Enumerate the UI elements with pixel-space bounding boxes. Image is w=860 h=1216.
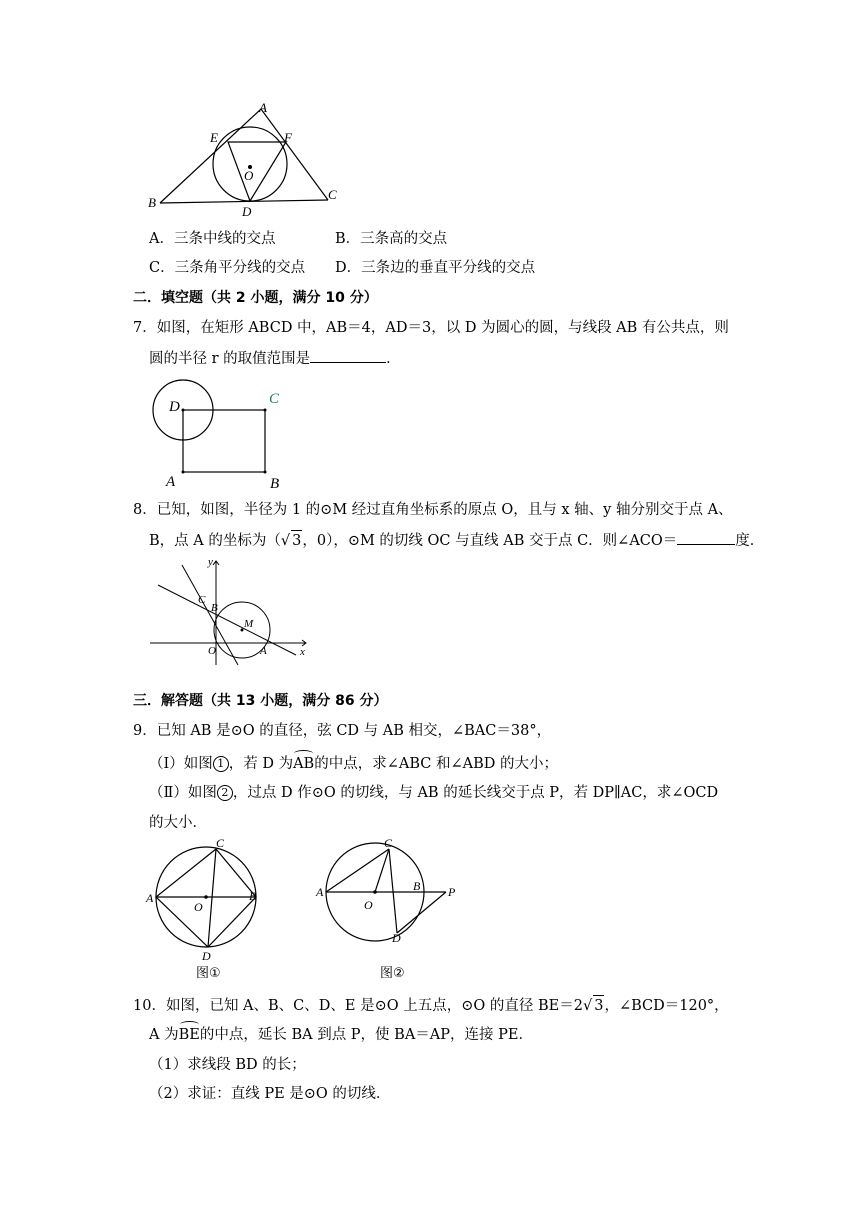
q8-text-b: ，0），⊙M 的切线 OC 与直线 AB 交于点 C．则∠ACO＝ [302,533,678,549]
rect-label-a: A [166,474,176,490]
option-c: C．三条角平分线的交点 [149,260,306,276]
rect-label-d: D [169,399,180,415]
arc-be: BE [178,1027,200,1043]
q10-part1: （1）求线段 BD 的长； [149,1057,306,1073]
q8-sqrt-value: 3 [291,530,302,551]
rectangle-figure [148,376,288,494]
q10-text-a: 10．如图，已知 A、B、C、D、E 是⊙O 上五点，⊙O 的直径 BE＝2 [133,998,583,1014]
figure-2-caption: 图② [380,966,405,981]
q7-end: ． [386,351,401,367]
rect-label-b: B [270,476,280,492]
fig2-label-o: O [364,898,373,912]
coord-label-a: A [260,645,267,657]
fig1-label-a: A [146,891,154,905]
q8-text-a: B，点 A 的坐标为（ [149,533,281,549]
option-b: B．三条高的交点 [335,231,448,247]
fig1-label-d: D [202,949,211,962]
option-d: D．三条边的垂直平分线的交点 [335,260,536,276]
axis-label-x: x [300,646,305,658]
figure-ref-1: 1 [213,756,229,772]
label-f: F [284,130,292,145]
q9-line1: 9．已知 AB 是⊙O 的直径，弦 CD 与 AB 相交，∠BAC＝38°， [133,723,552,739]
section-2-heading: 二．填空题（共 2 小题，满分 10 分） [133,290,378,306]
answer-blank-q7[interactable] [310,348,386,363]
q10-sqrt-value: 3 [593,995,604,1016]
axis-label-y: y [208,556,213,568]
q8-line1: 8．已知，如图，半径为 1 的⊙M 经过直角坐标系的原点 O，且与 x 轴、y 轴分别交于点 A、 [133,502,733,518]
fig2-label-c: C [384,836,393,850]
q7-line2 [149,348,401,369]
q10-line1: 10．如图，已知 A、B、C、D、E 是⊙O 上五点，⊙O 的直径 BE＝2√ 3，∠BCD＝120°， [133,995,729,1016]
figure-2 [314,836,464,944]
figure-ref-2: 2 [217,785,233,801]
label-d: D [242,204,252,218]
fig1-label-c: C [216,836,225,850]
answer-blank-q8[interactable] [677,530,735,545]
q10-text-d: 的中点，延长 BA 到点 P，使 BA＝AP，连接 PE． [199,1027,533,1043]
q8-text-c: 度． [735,533,765,549]
label-c: C [328,187,337,202]
label-a: A [259,100,267,115]
q9-p2-a: （Ⅱ）如图 [149,785,217,801]
figure-1-caption: 图① [196,966,221,981]
q7-text: 圆的半径 r 的取值范围是 [149,351,311,367]
fig2-label-b: B [413,879,421,893]
label-o: O [244,168,254,183]
label-b: B [148,195,156,210]
coord-label-c: C [198,594,206,606]
coord-label-b: B [211,602,218,614]
q8-line2: B，点 A 的坐标为（√ 3，0），⊙M 的切线 OC 与直线 AB 交于点 C．则∠ACO＝ 度． [149,530,764,551]
q9-p1-c: 的中点，求∠ABC 和∠ABD 的大小； [314,756,558,772]
fig2-label-p: P [448,885,456,899]
fig1-label-o: O [194,900,203,914]
section-3-heading: 三．解答题（共 13 小题，满分 86 分） [133,693,388,709]
q9-part2-cont: 的大小． [149,815,207,831]
q9-p1-b: ，若 D 为 [228,756,294,772]
rect-label-c: C [269,391,280,407]
arc-ab: AB [293,756,315,772]
coord-label-o: O [208,645,216,657]
triangle-incircle-figure [140,96,350,218]
option-a: A．三条中线的交点 [149,231,276,247]
q9-part2 [149,783,718,803]
q7-line1: 7．如图，在矩形 ABCD 中，AB＝4，AD＝3，以 D 为圆心的圆，与线段 AB 有公共点，则 [133,320,729,336]
figure-1 [142,836,272,962]
fig1-label-b: B [249,889,257,903]
q10-text-c: A 为 [149,1027,179,1043]
fig2-label-a: A [316,885,324,899]
q9-p2-b: ，过点 D 作⊙O 的切线，与 AB 的延长线交于点 P，若 DP∥AC，求∠OCD [232,785,719,801]
label-e: E [210,130,218,145]
q10-line2 [149,1025,533,1045]
q10-part2: （2）求证：直线 PE 是⊙O 的切线． [149,1086,391,1102]
q9-p1-a: （I）如图 [149,756,213,772]
q10-text-b: ，∠BCD＝120°， [604,998,729,1014]
q9-part1 [149,754,558,774]
coordinate-figure [146,555,314,667]
coord-label-m: M [244,618,254,630]
fig2-label-d: D [392,931,401,944]
